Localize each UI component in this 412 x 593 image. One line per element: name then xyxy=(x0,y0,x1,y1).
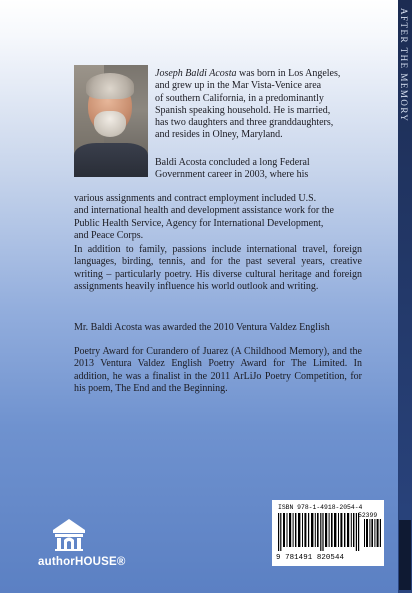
price-code: 52399 xyxy=(358,512,378,519)
ean-digits: 9 781491 820544 xyxy=(276,554,345,562)
bio-paragraph-4-line-1: Mr. Baldi Acosta was awarded the 2010 Ventura Valdez English xyxy=(74,322,330,333)
book-spine xyxy=(398,0,412,593)
isbn-barcode xyxy=(272,500,384,566)
spine-bottom-band xyxy=(399,520,411,590)
bio-paragraph-4-rest: Poetry Award for Curandero of Juarez (A Childhood Memory), and the 2013 Ventura Valdez English Poetry Award for The Limited. In addition, he was a finalist in the 2011 ArLiJo Poetry Competition, for his poem, The End and the Beginning. xyxy=(74,346,362,394)
author-photo xyxy=(74,65,148,177)
bio-paragraph-2-rest: various assignments and contract employment included U.S. and international health and development assistance work for the Public Health Service, Agency for International Development, and Peace Corps. xyxy=(74,193,334,241)
publisher-name: authorHOUSE® xyxy=(38,556,126,568)
bio-paragraph-2-start: Baldi Acosta concluded a long Federal Government career in 2003, where his xyxy=(155,157,310,181)
author-name: Joseph Baldi Acosta xyxy=(155,68,237,79)
spine-title: AFTER THE MEMORY xyxy=(399,8,409,123)
bio-paragraph-1: Joseph Baldi Acosta was born in Los Angeles, and grew up in the Mar Vista-Venice area of southern California, in a predominantly Spanish speaking household. He is married, has two daughters and three granddaughters, and resides in Olney, Maryland. xyxy=(155,68,341,141)
publisher-logo xyxy=(38,518,126,578)
isbn-number: ISBN 978-1-4918-2054-4 xyxy=(278,504,363,511)
authorhouse-logo-icon xyxy=(52,518,86,552)
bio-paragraph-3: In addition to family, passions include international travel, foreign languages, birding, tennis, and for the past several years, creative writing – particularly poetry. His diverse cultural heritage and foreign assignments heavily influence his world outlook and writing. xyxy=(74,244,362,292)
